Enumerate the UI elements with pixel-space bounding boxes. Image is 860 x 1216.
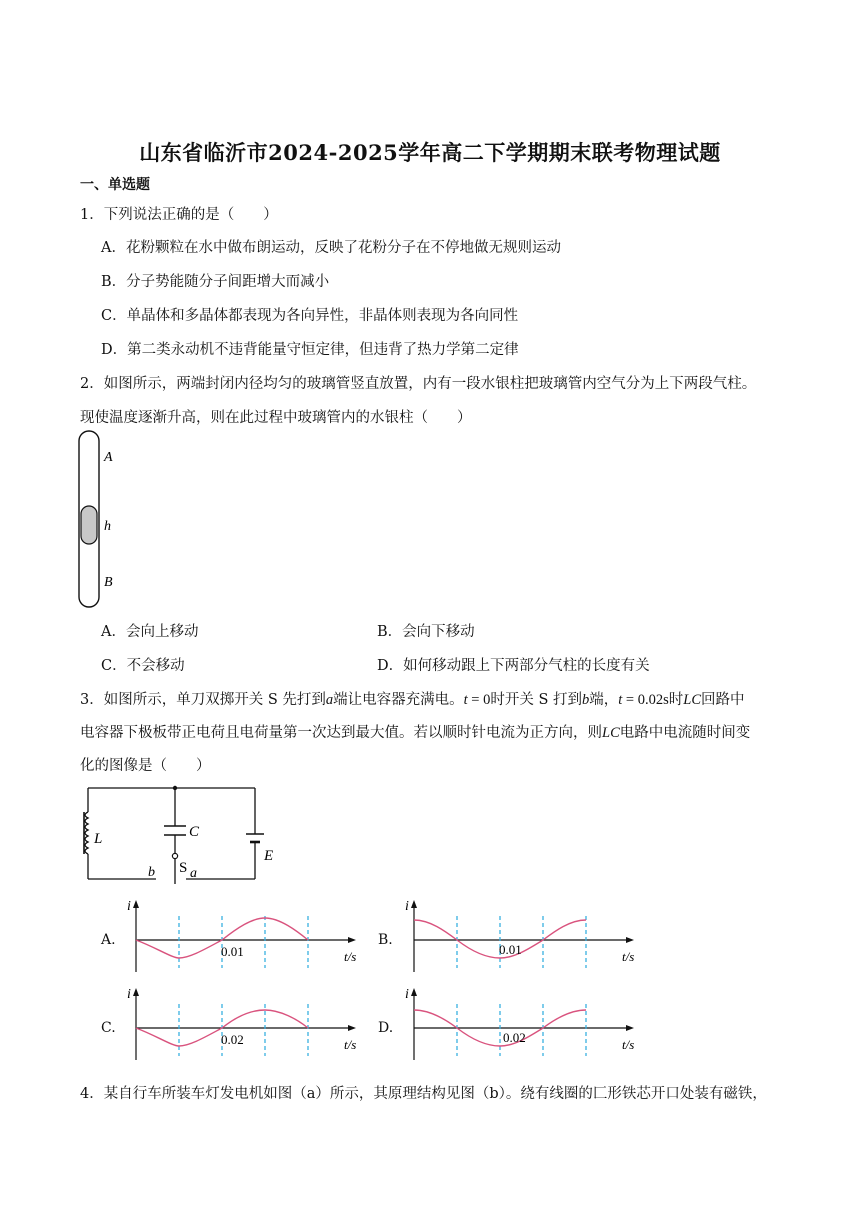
q1-option-b: B．分子势能随分子间距增大而减小 <box>101 274 330 290</box>
graph-c <box>122 986 370 1064</box>
switch-pivot <box>172 853 177 858</box>
graph-c-label: C. <box>101 1020 116 1036</box>
page-title: 山东省临沂市2024-2025学年高二下学期期末联考物理试题 <box>139 140 721 165</box>
y-axis-label: i <box>405 987 409 1002</box>
x-axis-label: t/s <box>622 949 635 964</box>
y-axis-label: i <box>405 899 409 914</box>
q4-stem: 4．某自行车所装车灯发电机如图（a）所示，其原理结构见图（b）。绕有线圈的匚形铁芯开口处装有磁铁， <box>80 1086 767 1102</box>
q1-option-d: D．第二类永动机不违背能量守恒定律，但违背了热力学第二定律 <box>101 342 519 358</box>
graph-a-label: A. <box>101 932 116 948</box>
graph-d <box>400 986 648 1064</box>
y-axis-label: i <box>127 987 131 1002</box>
label-switch: S <box>179 860 188 876</box>
q2-option-d: D．如何移动跟上下两部分气柱的长度有关 <box>377 658 650 674</box>
graph-d-label: D. <box>378 1020 394 1036</box>
q2-option-a: A．会向上移动 <box>101 624 199 640</box>
q2-stem-line2: 现使温度逐渐升高，则在此过程中玻璃管内的水银柱（ ） <box>80 410 472 426</box>
inductor-coil <box>85 812 88 854</box>
tick-label: 0.02 <box>221 1032 244 1047</box>
q2-option-c: C．不会移动 <box>101 658 185 674</box>
q1-option-c: C．单晶体和多晶体都表现为各向异性，非晶体则表现为各向同性 <box>101 308 519 324</box>
x-axis-label: t/s <box>344 949 357 964</box>
label-mercury-h: h <box>104 519 111 534</box>
label-inductor: L <box>94 831 103 847</box>
section-heading: 一、单选题 <box>80 177 150 193</box>
q3-stem-line1: 3．如图所示，单刀双掷开关 S 先打到a端让电容器充满电。t = 0时开关 S 打到b端，t = 0.02s时LC回路中 <box>80 692 745 708</box>
label-air-b: B <box>104 575 113 590</box>
q3-stem-line2: 电容器下极板带正电荷且电荷量第一次达到最大值。若以顺时针电流为正方向，则LC电路中电流随时间变 <box>80 725 751 741</box>
q1-stem: 1．下列说法正确的是（ ） <box>80 207 278 223</box>
mercury-column <box>81 506 97 544</box>
tick-label: 0.02 <box>503 1030 526 1045</box>
tick-label: 0.01 <box>499 942 522 957</box>
q1-option-a: A．花粉颗粒在水中做布朗运动，反映了花粉分子在不停地做无规则运动 <box>101 240 561 256</box>
q2-option-b: B．会向下移动 <box>377 624 475 640</box>
graph-b-label: B. <box>378 932 393 948</box>
label-terminal-a: a <box>190 866 197 881</box>
x-axis-label: t/s <box>622 1037 635 1052</box>
x-axis-label: t/s <box>344 1037 357 1052</box>
label-air-a: A <box>104 450 113 465</box>
y-axis-label: i <box>127 899 131 914</box>
graph-b <box>400 898 648 976</box>
q2-stem-line1: 2．如图所示，两端封闭内径均匀的玻璃管竖直放置，内有一段水银柱把玻璃管内空气分为上下两段气柱。 <box>80 376 757 392</box>
q3-stem-line3: 化的图像是（ ） <box>80 758 211 774</box>
lc-circuit-figure <box>74 782 284 886</box>
label-battery: E <box>264 848 274 864</box>
label-capacitor: C <box>189 824 200 840</box>
tick-label: 0.01 <box>221 944 244 959</box>
label-terminal-b: b <box>148 865 155 880</box>
graph-a <box>122 898 370 976</box>
glass-tube-figure <box>74 428 134 612</box>
